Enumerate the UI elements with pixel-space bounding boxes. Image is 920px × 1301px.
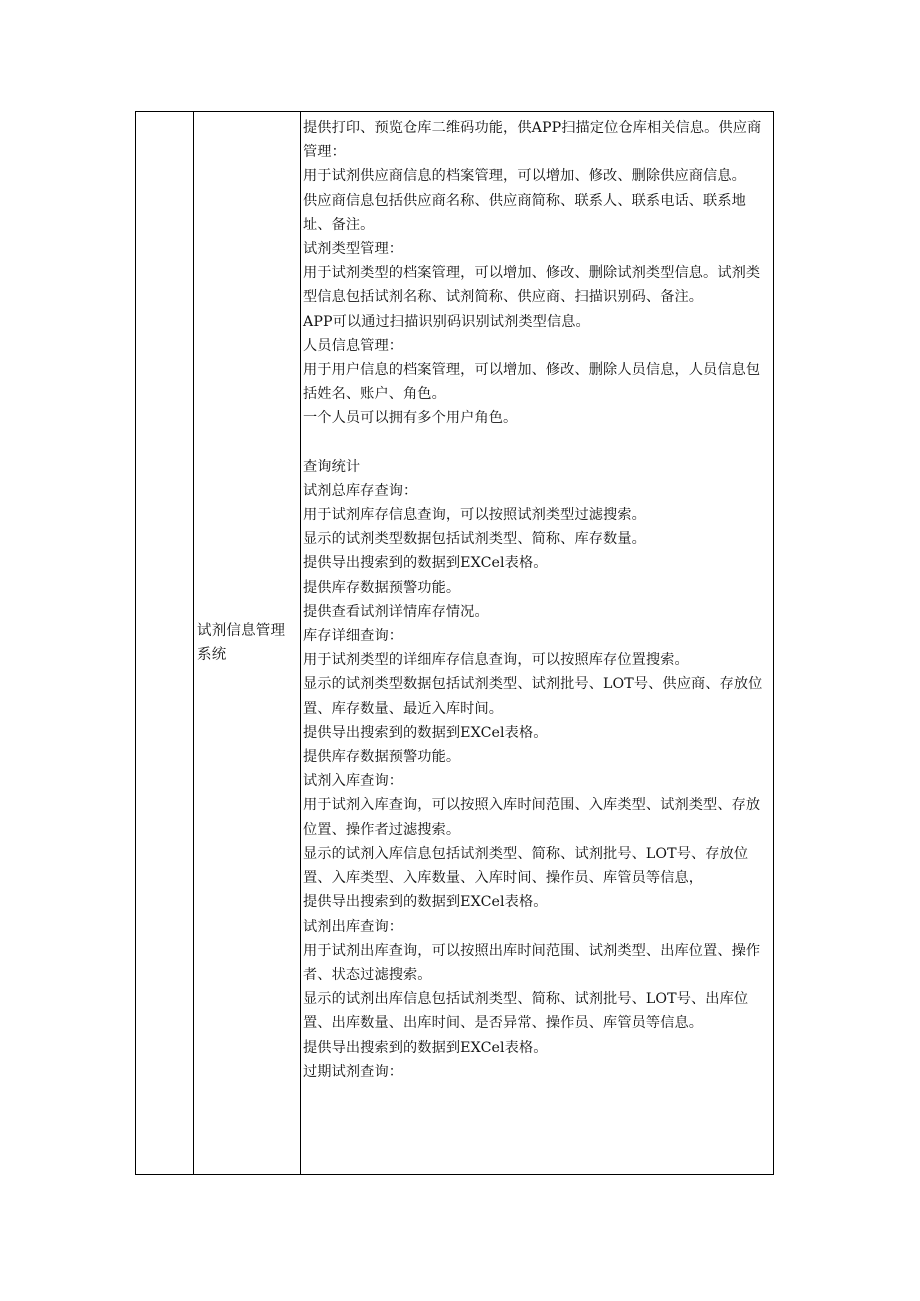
paragraph: 用于试剂类型的档案管理，可以增加、修改、删除试剂类型信息。试剂类型信息包括试剂名称、试剂简称、供应商、扫描识别码、备注。 [303, 265, 761, 306]
paragraph: 提供库存数据预警功能。 [303, 579, 461, 596]
paragraph: 查询统计 [303, 458, 361, 475]
paragraph: 提供导出搜索到的数据到EXCel表格。 [303, 1039, 548, 1056]
paragraph: 用于试剂库存信息查询，可以按照试剂类型过滤搜索。 [303, 507, 646, 524]
paragraph: 一个人员可以拥有多个用户角色。 [303, 410, 518, 427]
paragraph: 人员信息管理： [303, 337, 404, 354]
paragraph: 试剂入库查询： [303, 773, 404, 790]
system-name-cell [194, 112, 301, 1175]
paragraph: 试剂出库查询： [303, 918, 404, 935]
paragraph: 过期试剂查询： [303, 1063, 404, 1080]
paragraph: 显示的试剂类型数据包括试剂类型、简称、库存数量。 [303, 531, 646, 548]
paragraph: 显示的试剂入库信息包括试剂类型、简称、试剂批号、LOT号、存放位置、入库类型、入库数量、入库时间、操作员、库管员等信息， [303, 845, 749, 887]
paragraph: 提供导出搜索到的数据到EXCel表格。 [303, 555, 548, 572]
paragraph: 试剂类型管理： [303, 241, 404, 258]
paragraph: 显示的试剂类型数据包括试剂类型、试剂批号、LOT号、供应商、存放位置、库存数量、最近入库时间。 [303, 676, 763, 717]
paragraph: APP可以通过扫描识别码识别试剂类型信息。 [303, 313, 590, 330]
paragraph: 显示的试剂出库信息包括试剂类型、简称、试剂批号、LOT号、出库位置、出库数量、出库时间、是否异常、操作员、库管员等信息。 [303, 991, 749, 1032]
paragraph: 试剂总库存查询： [303, 482, 418, 499]
paragraph: 用于试剂出库查询，可以按照出库时间范围、试剂类型、出库位置、操作者、状态过滤搜索。 [303, 942, 761, 983]
paragraph: 提供查看试剂详情库存情况。 [303, 603, 489, 620]
paragraph: 用于试剂入库查询，可以按照入库时间范围、入库类型、试剂类型、存放位置、操作者过滤搜索。 [303, 797, 761, 838]
empty-cell [136, 112, 194, 1175]
spec-table [135, 111, 774, 1175]
description-text [301, 112, 773, 1084]
paragraph: 用于试剂供应商信息的档案管理，可以增加、修改、删除供应商信息。 [303, 168, 746, 185]
paragraph: 提供打印、预览仓库二维码功能，供APP扫描定位仓库相关信息。供应商管理： [303, 120, 762, 161]
paragraph: 提供导出搜索到的数据到EXCel表格。 [303, 894, 548, 911]
system-name: 试剂信息管理系统 [197, 623, 286, 663]
paragraph: 提供导出搜索到的数据到EXCel表格。 [303, 724, 548, 741]
table-row [136, 112, 774, 1175]
paragraph: 库存详细查询： [303, 628, 404, 645]
description-cell [301, 112, 774, 1175]
blank-line [303, 431, 770, 455]
paragraph: 用于用户信息的档案管理，可以增加、修改、删除人员信息，人员信息包括姓名、账户、角色。 [303, 362, 761, 403]
paragraph: 提供库存数据预警功能。 [303, 749, 461, 766]
paragraph: 用于试剂类型的详细库存信息查询，可以按照库存位置搜索。 [303, 652, 689, 669]
paragraph: 供应商信息包括供应商名称、供应商简称、联系人、联系电话、联系地址、备注。 [303, 192, 746, 233]
